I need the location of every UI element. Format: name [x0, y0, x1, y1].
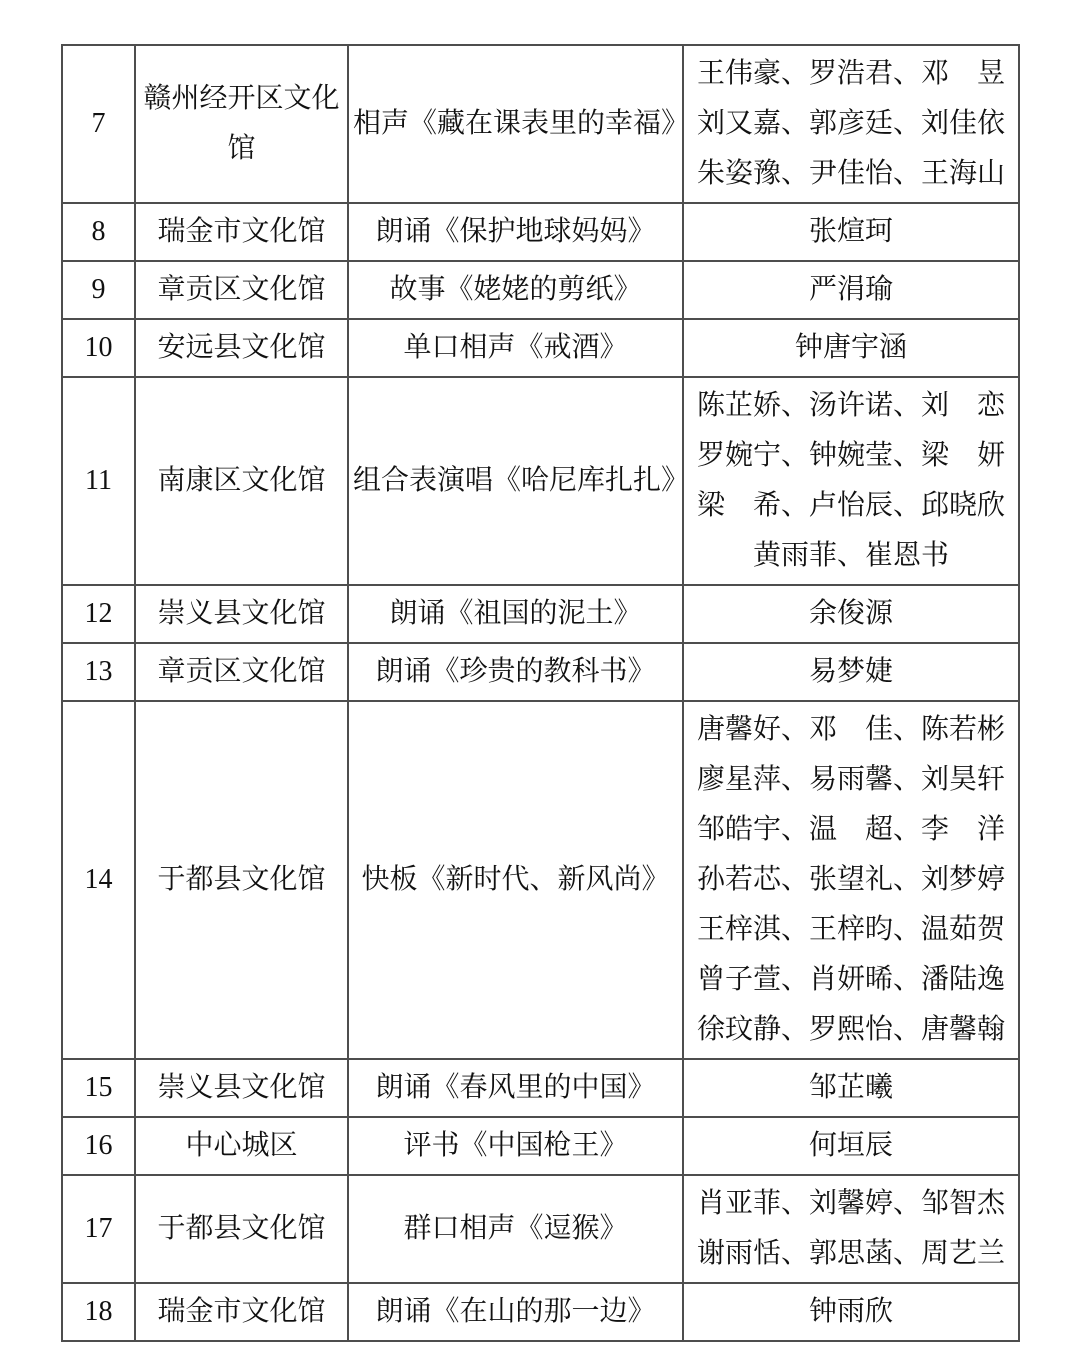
performer-line: 邹皓宇、温 超、李 洋: [696, 814, 1005, 845]
table-row: [62, 643, 1019, 701]
performance-title-cell: 朗诵《春风里的中国》: [348, 1059, 683, 1117]
performer-line: 廖星萍、易雨馨、刘昊轩: [696, 764, 1005, 795]
performer-line: 刘又嘉、郭彦廷、刘佳依: [696, 108, 1005, 139]
organization-cell: 于都县文化馆: [135, 1175, 348, 1283]
row-number-cell: 14: [62, 701, 135, 1059]
performers-cell: [683, 585, 1019, 643]
performer-line: 唐馨好、邓 佳、陈若彬: [696, 714, 1005, 745]
table-row: [62, 1283, 1019, 1341]
performance-title-cell: 单口相声《戒酒》: [348, 319, 683, 377]
organization-cell: 瑞金市文化馆: [135, 1283, 348, 1341]
organization-cell: 赣州经开区文化馆: [135, 45, 348, 203]
table-row: [62, 377, 1019, 585]
table-row: [62, 585, 1019, 643]
row-number-cell: 10: [62, 319, 135, 377]
table-row: [62, 261, 1019, 319]
performer-line: 徐玟静、罗熙怡、唐馨翰: [696, 1014, 1005, 1045]
performer-line: 王伟豪、罗浩君、邓 昱: [696, 58, 1005, 89]
row-number-cell: 8: [62, 203, 135, 261]
performer-line: 钟唐宇涵: [794, 332, 907, 363]
row-number-cell: 18: [62, 1283, 135, 1341]
row-number-cell: 11: [62, 377, 135, 585]
performers-cell: [683, 1117, 1019, 1175]
performers-cell: [683, 643, 1019, 701]
organization-cell: 崇义县文化馆: [135, 585, 348, 643]
performer-line: 陈芷娇、汤许诺、刘 恋: [696, 390, 1005, 421]
performer-line: 余俊源: [808, 598, 893, 629]
performer-line: 易梦婕: [808, 656, 893, 687]
organization-cell: 瑞金市文化馆: [135, 203, 348, 261]
performer-line: 谢雨恬、郭思菡、周艺兰: [696, 1238, 1005, 1269]
performance-title-cell: 朗诵《祖国的泥土》: [348, 585, 683, 643]
performers-cell: [683, 1059, 1019, 1117]
performance-title-cell: 朗诵《珍贵的教科书》: [348, 643, 683, 701]
performer-line: 张煊珂: [808, 216, 893, 247]
table-row: [62, 701, 1019, 1059]
organization-cell: 于都县文化馆: [135, 701, 348, 1059]
organization-cell: 中心城区: [135, 1117, 348, 1175]
performer-line: 罗婉宁、钟婉莹、梁 妍: [696, 440, 1005, 471]
performer-line: 何垣辰: [808, 1130, 893, 1161]
table-row: [62, 1175, 1019, 1283]
performance-title-cell: 故事《姥姥的剪纸》: [348, 261, 683, 319]
table-row: [62, 1059, 1019, 1117]
performance-title-cell: 朗诵《在山的那一边》: [348, 1283, 683, 1341]
performer-line: 曾子萱、肖妍晞、潘陆逸: [696, 964, 1005, 995]
performance-title-cell: 快板《新时代、新风尚》: [348, 701, 683, 1059]
performance-title-cell: 朗诵《保护地球妈妈》: [348, 203, 683, 261]
organization-cell: 安远县文化馆: [135, 319, 348, 377]
row-number-cell: 12: [62, 585, 135, 643]
row-number-cell: 7: [62, 45, 135, 203]
performer-line: 梁 希、卢怡辰、邱晓欣: [696, 490, 1005, 521]
row-number-cell: 15: [62, 1059, 135, 1117]
performers-cell: [683, 701, 1019, 1059]
performers-cell: [683, 319, 1019, 377]
organization-cell: 章贡区文化馆: [135, 261, 348, 319]
row-number-cell: 17: [62, 1175, 135, 1283]
organization-cell: 崇义县文化馆: [135, 1059, 348, 1117]
performer-line: 孙若芯、张望礼、刘梦婷: [696, 864, 1005, 895]
performers-cell: [683, 377, 1019, 585]
row-number-cell: 16: [62, 1117, 135, 1175]
row-number-cell: 9: [62, 261, 135, 319]
performer-line: 邹芷曦: [808, 1072, 893, 1103]
table-row: [62, 45, 1019, 203]
performers-cell: [683, 1283, 1019, 1341]
performance-title-cell: 组合表演唱《哈尼库扎扎》: [348, 377, 683, 585]
performers-cell: [683, 261, 1019, 319]
performer-line: 钟雨欣: [808, 1296, 893, 1327]
performers-cell: [683, 1175, 1019, 1283]
table-row: [62, 1117, 1019, 1175]
performer-line: 王梓淇、王梓昀、温茹贺: [696, 914, 1005, 945]
performance-title-cell: 群口相声《逗猴》: [348, 1175, 683, 1283]
performers-cell: [683, 203, 1019, 261]
row-number-cell: 13: [62, 643, 135, 701]
performance-title-cell: 相声《藏在课表里的幸福》: [348, 45, 683, 203]
table-row: [62, 319, 1019, 377]
program-table: [61, 44, 1020, 1342]
performance-title-cell: 评书《中国枪王》: [348, 1117, 683, 1175]
performers-cell: [683, 45, 1019, 203]
performer-line: 肖亚菲、刘馨婷、邹智杰: [696, 1188, 1005, 1219]
performer-line: 严涓瑜: [808, 274, 893, 305]
organization-cell: 南康区文化馆: [135, 377, 348, 585]
table-row: [62, 203, 1019, 261]
performer-line: 黄雨菲、崔恩书: [752, 540, 949, 571]
organization-cell: 章贡区文化馆: [135, 643, 348, 701]
performer-line: 朱姿豫、尹佳怡、王海山: [696, 158, 1005, 189]
program-table-body: [62, 45, 1019, 1341]
